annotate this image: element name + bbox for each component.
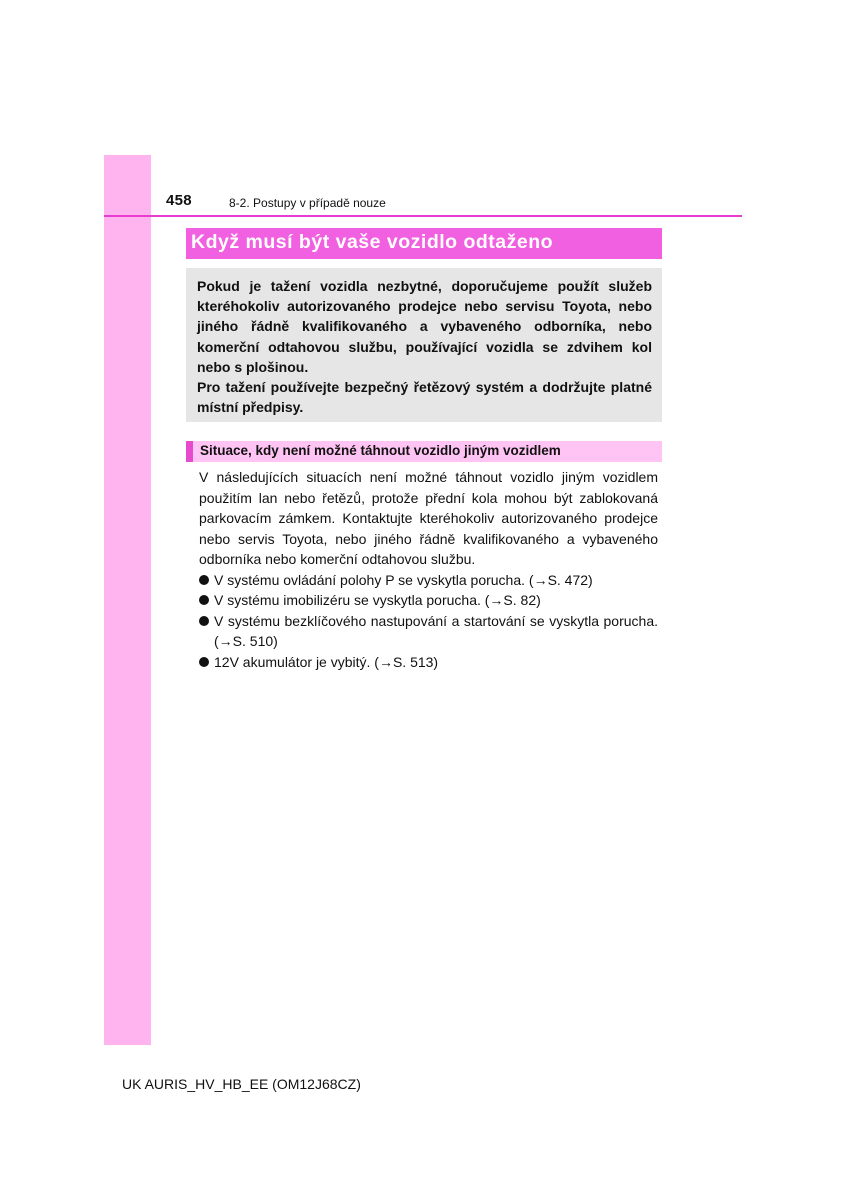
- intro-paragraph: Pokud je tažení vozidla nezbytné, doporučujeme použít služeb kteréhokoliv autorizovaného prodejce nebo servisu Toyota, nebo jiného řádně kvalifikovaného a vybaveného odborníka, nebo komerční odtahovou službu, používající vozidla se zdvihem kol nebo s plošinou.: [197, 278, 652, 375]
- list-item-text: 12V akumulátor je vybitý. (→S. 513): [214, 653, 439, 670]
- intro-text: [197, 276, 652, 417]
- subsection-heading-bar: [186, 441, 662, 462]
- section-reference: 8-2. Postupy v případě nouze: [229, 196, 386, 210]
- section-title-bar: [186, 228, 662, 259]
- document-footer: UK AURIS_HV_HB_EE (OM12J68CZ): [122, 1076, 361, 1092]
- chapter-side-tab: [104, 155, 151, 1045]
- section-title: Když musí být vaše vozidlo odtaženo: [191, 231, 554, 253]
- bullet-icon: [199, 657, 209, 667]
- list-item: [199, 611, 658, 652]
- bullet-icon: [199, 595, 209, 605]
- intro-paragraph: Pro tažení používejte bezpečný řetězový systém a dodržujte platné místní předpisy.: [197, 379, 652, 416]
- subsection-heading: Situace, kdy není možné táhnout vozidlo jiným vozidlem: [200, 443, 561, 458]
- list-item: [199, 652, 658, 673]
- header-divider: [104, 215, 742, 217]
- list-item-text: V systému bezklíčového nastupování a startování se vyskytla porucha. (→S. 510): [214, 612, 658, 649]
- subsection-body: [199, 467, 658, 672]
- list-item: [199, 590, 658, 611]
- list-item: [199, 570, 658, 591]
- bullet-list: [199, 570, 658, 673]
- list-item-text: V systému ovládání polohy P se vyskytla porucha. (→S. 472): [214, 571, 593, 588]
- body-paragraph: V následujících situacích není možné táhnout vozidlo jiným vozidlem použitím lan nebo řetězů, protože přední kola mohou být zablokovaná parkovacím zámkem. Kontaktujte kteréhokoliv autorizovaného prodejce nebo servis Toyota, nebo jiného řádně kvalifikovaného a vybaveného odborníka nebo komerční odtahovou službu.: [199, 469, 658, 567]
- page-number: 458: [166, 192, 192, 209]
- intro-box: [186, 268, 662, 422]
- list-item-text: V systému imobilizéru se vyskytla porucha. (→S. 82): [214, 592, 541, 608]
- bullet-icon: [199, 616, 209, 626]
- bullet-icon: [199, 575, 209, 585]
